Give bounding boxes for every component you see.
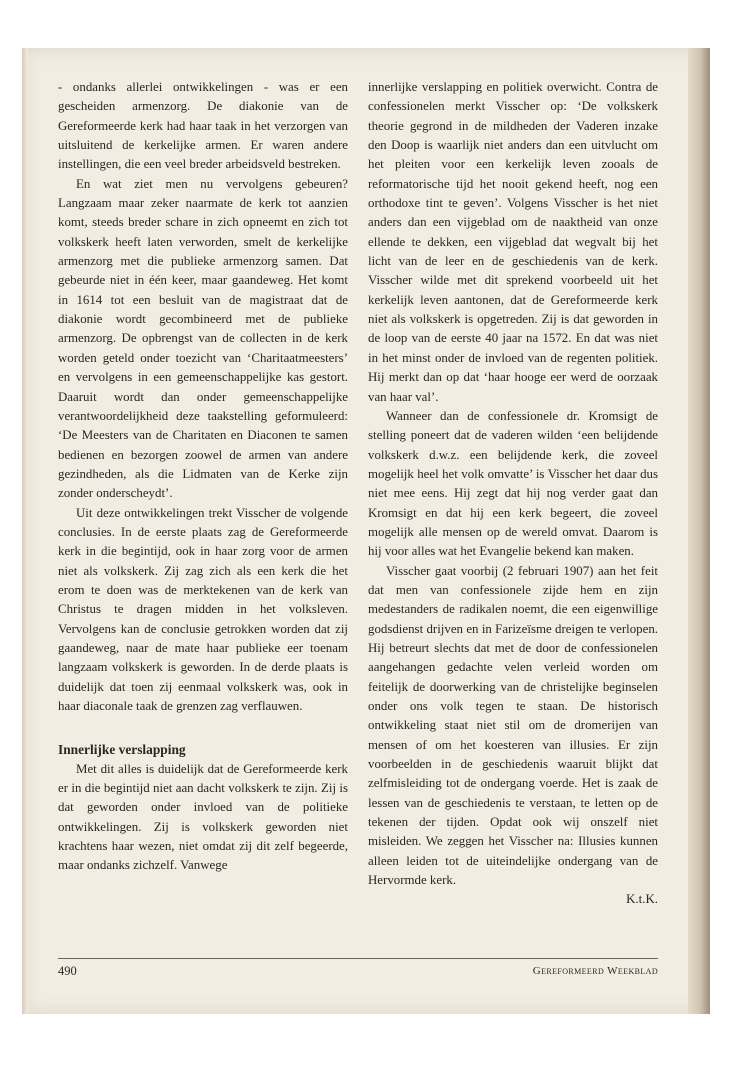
right-column — [368, 78, 658, 910]
left-paragraph-2: En wat ziet men nu vervolgens gebeuren? Langzaam maar zeker naarmate de kerk tot aanzien komt, steeds breder schare in zich opneemt en zich tot volkskerk heeft laten verworden, smelt de kerkelijke armenzorg met die publieke armenzorg samen. Dat gebeurde niet in één keer, maar gaandeweg. Het komt in 1614 tot een besluit van de magistraat dat de diakonie wordt gecombineerd met de publieke armenzorg. De opbrengst van de collecten in de kerk worden geteld onder toezicht van ‘Charitaatmeesters’ en vervolgens in een gemeenschappelijke kas gestort. Daaruit wordt dan onder gemeenschappelijke verantwoordelijkheid deze taakstelling geformuleerd: ‘De Meesters van de Charitaten en Diaconen te samen bedienen en bezorgen zoowel de armen van andere gezindheden, als die Lidmaten van de Kerke zijn zonder onderscheydt’. — [58, 176, 348, 501]
footer-rule — [58, 958, 658, 959]
left-column — [58, 78, 348, 876]
left-paragraph-1: - ondanks allerlei ontwikkelingen - was er een gescheiden armenzorg. De diakonie van de Gereformeerde kerk had haar taak in het verzorgen van uitsluitend de kerkelijke armen. Er waren andere instellingen, die een veel breder arbeidsveld bestreken. — [58, 80, 348, 172]
page-gutter-shadow — [688, 48, 710, 1014]
page-number: 490 — [58, 964, 77, 978]
left-paragraph-4: Met dit alles is duidelijk dat de Gereformeerde kerk er in die begintijd niet aan dacht volkskerk te zijn. Zij is dat geworden onder invloed van de politieke ontwikkelingen. Zij is volkskerk geworden niet krachtens haar wezen, niet omdat zij dit zelf begeerde, maar ondanks zichzelf. Vanwege — [58, 761, 348, 873]
running-head: Gereformeerd Weekblad — [532, 965, 658, 977]
page-left-edge — [22, 48, 28, 1014]
right-paragraph-1: innerlijke verslapping en politiek overwicht. Contra de confessionelen merkt Visscher op: ‘De volkskerk theorie gegrond in de mildheden der Vaderen inzake den Doop is waarlijk niet anders dan een uitvlucht om het pleiten voor een kerkelijk leven zooals de reformatorische tijd het nooit gekend heeft, nog een orthodoxe tint te geven’. Volgens Visscher is het niet anders dan een vijgeblad om de naaktheid van onze ellende te dekken, een vijgeblad dat wegvalt bij het licht van de leer en de geschiedenis van de kerk. Visscher wilde met dit sprekend voorbeeld uit het kerkelijk leven aantonen, dat de Gereformeerde kerk niet als volkskerk is opgetreden. Zij is dat geworden in de loop van de eerste 40 jaar na 1572. En dat was niet in het minst onder de invloed van de regenten politiek. Hij merkt dan op dat ‘haar hooge eer werd de oorzaak van haar val’. — [368, 80, 658, 404]
right-paragraph-3: Visscher gaat voorbij (2 februari 1907) aan het feit dat men van confessionele zijde hem en zijn medestanders de radikalen noemt, die een eigenwillige godsdienst drijven en in Farizeïsme dreigen te verlopen. Hij betreurt slechts dat met de door de confessionelen aangehangen gedachte velen verleid worden om feitelijk de doorwerking van de christelijke beginselen onder ons volk tegen te staan. De historisch ontwikkeling staat niet stil om de dromerijen van mensen of om het koesteren van illusies. Er zijn voorbeelden in de geschiedenis waaruit blijkt dat zelfmisleiding tot de ondergang voerde. Het is zaak de lessen van de geschiedenis te verstaan, te letten op de tekenen der tijden. Opdat ook wij onszelf niet misleiden. We zeggen het Visscher na: Illusies kunnen alleen leiden tot de uiteindelijke ondergang van de Hervormde kerk. — [368, 563, 658, 888]
author-signature: K.t.K. — [626, 892, 658, 907]
left-paragraph-3: Uit deze ontwikkelingen trekt Visscher de volgende conclusies. In de eerste plaats zag de Gereformeerde kerk in die begintijd, ook in haar zorg voor de armen niet als volkskerk. Zij zag zich als een kerk die het erom te doen was de merktekenen van de kerk van Christus te dragen midden in het volksleven. Vervolgens kan de conclusie getrokken worden dat zij gaandeweg, naar de mate haar publieke eer toenam langzaam volkskerk is geworden. In de derde plaats is duidelijk dat toen zij eenmaal volkskerk was, ook in haar diaconale taak de grenzen zag verflauwen. — [58, 505, 348, 713]
section-heading: Innerlijke verslapping — [58, 742, 186, 758]
right-paragraph-2: Wanneer dan de confessionele dr. Kromsigt de stelling poneert dat de vaderen wilden ‘een belijdende volkskerk d.w.z. een belijdende kerk, die zoveel mogelijk heel het volk omvatte’ is Visscher het daar dus niet mee eens. Hij zegt dat hij nog verder gaat dan Kromsigt en dat hij een kerk begeert, die zoveel mogelijk alle mensen op de wereld omvat. Daarom is hij voor alles wat het Evangelie bekend kan maken. — [368, 408, 658, 559]
